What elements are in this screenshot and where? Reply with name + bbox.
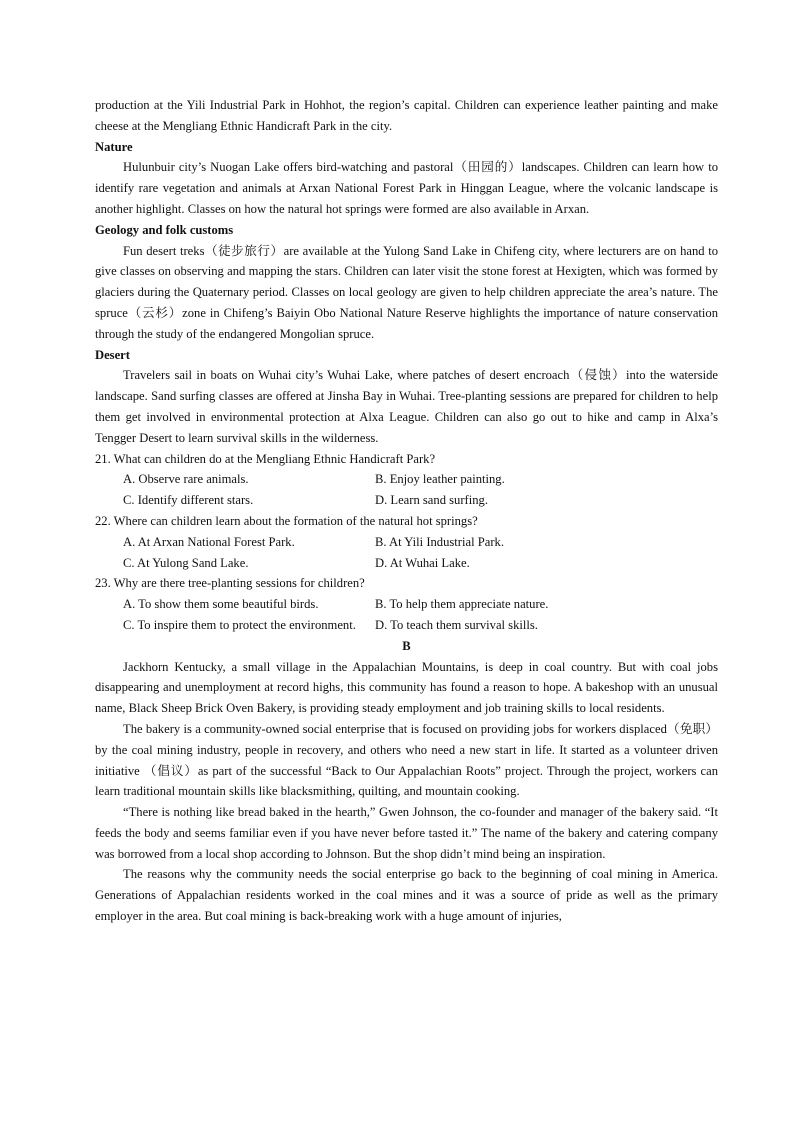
section-text-geology: Fun desert treks（徒步旅行）are available at the Yulong Sand Lake in Chifeng city, where lecturers are on hand to give classes on observing and mapping the stars. Children can later visit the stone forest at Hexigten, which was formed by glaciers during the Quaternary period. Classes on local geology are given to help children appreciate the area’s nature. The spruce（云杉）zone in Chifeng’s Baiyin Obo National Nature Reserve highlights the importance of nature conservation through the study of the endangered Mongolian spruce. bbox=[95, 243, 718, 341]
question-23-options-row-2 bbox=[95, 615, 718, 636]
section-text-nature: Hulunbuir city’s Nuogan Lake offers bird-watching and pastoral（田园的）landscapes. Children can learn how to identify rare vegetation and animals at Arxan National Forest Park in Hinggan League, where the volcanic landscape is another highlight. Classes on how the natural hot springs were formed are also available in Arxan. bbox=[95, 160, 718, 216]
question-23-option-c: C. To inspire them to protect the environment. bbox=[123, 617, 356, 632]
section-heading-nature: Nature bbox=[95, 139, 133, 154]
document-page bbox=[95, 95, 718, 927]
question-21-options-row-1 bbox=[95, 469, 718, 490]
question-21-options-row-2 bbox=[95, 490, 718, 511]
question-22-options-row-1 bbox=[95, 532, 718, 553]
question-21-option-c: C. Identify different stars. bbox=[123, 493, 254, 508]
question-21-stem: 21. What can children do at the Mengliang Ethnic Handicraft Park? bbox=[95, 451, 436, 466]
question-21-option-a: A. Observe rare animals. bbox=[123, 472, 249, 487]
part-b-label: B bbox=[402, 638, 411, 653]
question-22-option-b: B. At Yili Industrial Park. bbox=[375, 534, 504, 549]
question-23-options-row-1 bbox=[95, 594, 718, 615]
question-22-stem: 22. Where can children learn about the formation of the natural hot springs? bbox=[95, 513, 478, 528]
question-23-option-b: B. To help them appreciate nature. bbox=[375, 597, 549, 612]
section-heading-geology: Geology and folk customs bbox=[95, 222, 234, 237]
question-21-option-b: B. Enjoy leather painting. bbox=[375, 472, 505, 487]
section-text-desert: Travelers sail in boats on Wuhai city’s Wuhai Lake, where patches of desert encroach（侵蚀）into the waterside landscape. Sand surfing classes are offered at Jinsha Bay in Wuhai. Tree-planting sessions are prepared for children to help them get involved in environmental protection at Alxa League. Children can also go out to hike and camp in Alxa’s Tengger Desert to learn survival skills in the wilderness. bbox=[95, 368, 718, 445]
question-22-option-c: C. At Yulong Sand Lake. bbox=[123, 555, 249, 570]
part-b-paragraph-1: Jackhorn Kentucky, a small village in the Appalachian Mountains, is deep in coal country. But with coal jobs disappearing and unemployment at record highs, this community has found a reason to hope. A bakeshop with an unusual name, Black Sheep Brick Oven Bakery, is providing steady employment and job training skills to local residents. bbox=[95, 659, 718, 716]
part-b-paragraph-4: The reasons why the community needs the social enterprise go back to the beginning of coal mining in America. Generations of Appalachian residents worked in the coal mines and it was a source of pride as well as the primary employer in the area. But coal mining is back-breaking work with a huge amount of injuries, bbox=[95, 867, 718, 924]
section-heading-desert: Desert bbox=[95, 347, 130, 362]
question-23-option-d: D. To teach them survival skills. bbox=[375, 617, 538, 632]
part-b-paragraph-3: “There is nothing like bread baked in the hearth,” Gwen Johnson, the co-founder and manager of the bakery said. “It feeds the body and seems familiar even if you have never before tasted it.” The name of the bakery and catering company was borrowed from a local shop according to Johnson. But the shop didn’t mind being an inspiration. bbox=[95, 805, 718, 861]
question-23-option-a: A. To show them some beautiful birds. bbox=[123, 597, 319, 612]
question-21-option-d: D. Learn sand surfing. bbox=[375, 493, 488, 508]
question-22-option-d: D. At Wuhai Lake. bbox=[375, 555, 470, 570]
question-23-stem: 23. Why are there tree-planting sessions for children? bbox=[95, 576, 365, 591]
question-22-option-a: A. At Arxan National Forest Park. bbox=[123, 534, 295, 549]
question-22-options-row-2 bbox=[95, 553, 718, 574]
intro-paragraph: production at the Yili Industrial Park in Hohhot, the region’s capital. Children can experience leather painting and make cheese at the Mengliang Ethnic Handicraft Park in the city. bbox=[95, 98, 718, 133]
part-b-paragraph-2: The bakery is a community-owned social enterprise that is focused on providing jobs for workers displaced（免职）by the coal mining industry, people in recovery, and others who need a new start in life. It started as a volunteer driven initiative （倡议）as part of the successful “Back to Our Appalachian Roots” project. Through the project, workers can learn traditional mountain skills like blacksmithing, quilting, and mountain cooking. bbox=[95, 721, 718, 799]
